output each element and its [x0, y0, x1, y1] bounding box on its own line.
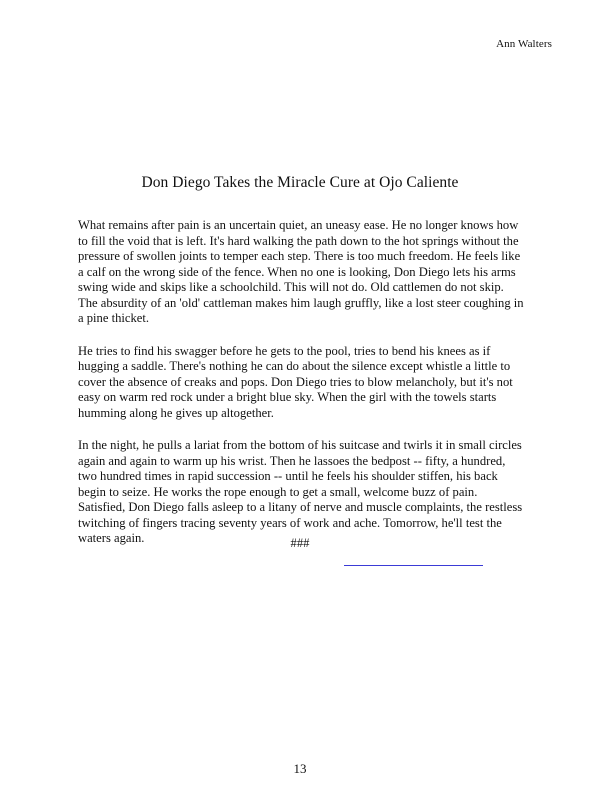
paragraph-3: In the night, he pulls a lariat from the bottom of his suitcase and twirls it in small circles again and again to warm up his wrist. Then he lassoes the bedpost -- fifty, a hundred, two hundred times in rapid succession -- until he feels his shoulder stiffen, his back begin to seize. He works the rope enough to get a small, welcome buzz of pain. Satisfied, Don Diego falls asleep to a litany of nerve and muscle complaints, the restless twitching of fingers tracing seventy years of work and ache. Tomorrow, he'll test the waters again. [78, 438, 523, 545]
divider-line [344, 565, 483, 566]
paragraph-2: He tries to find his swagger before he gets to the pool, tries to bend his knees as if hugging a saddle. There's nothing he can do about the silence except whistle a little to cover the absence of creaks and pops. Don Diego tries to blow melancholy, but it's not easy on warm red rock under a bright blue sky. When the girl with the towels starts humming along he gives up altogether. [78, 343, 513, 420]
page-number: 13 [293, 761, 307, 776]
story-title: Don Diego Takes the Miracle Cure at Ojo Caliente [141, 174, 459, 191]
paragraph-1: What remains after pain is an uncertain quiet, an uneasy ease. He no longer knows how to fill the void that is left. It's hard walking the path down to the hot springs without the pressure of swollen joints to temper each step. There is too much freedom. He feels like a calf on the wrong side of the fence. When no one is looking, Don Diego lets his arms swing wide and skips like a schoolchild. This will not do. Old cattlemen do not skip. The absurdity of an 'old' cattleman makes him laugh gruffly, like a lost steer coughing in a pine thicket. [78, 218, 524, 325]
running-header-author: Ann Walters [496, 38, 552, 50]
section-break-marker: ### [290, 536, 310, 550]
story-body [78, 218, 526, 564]
